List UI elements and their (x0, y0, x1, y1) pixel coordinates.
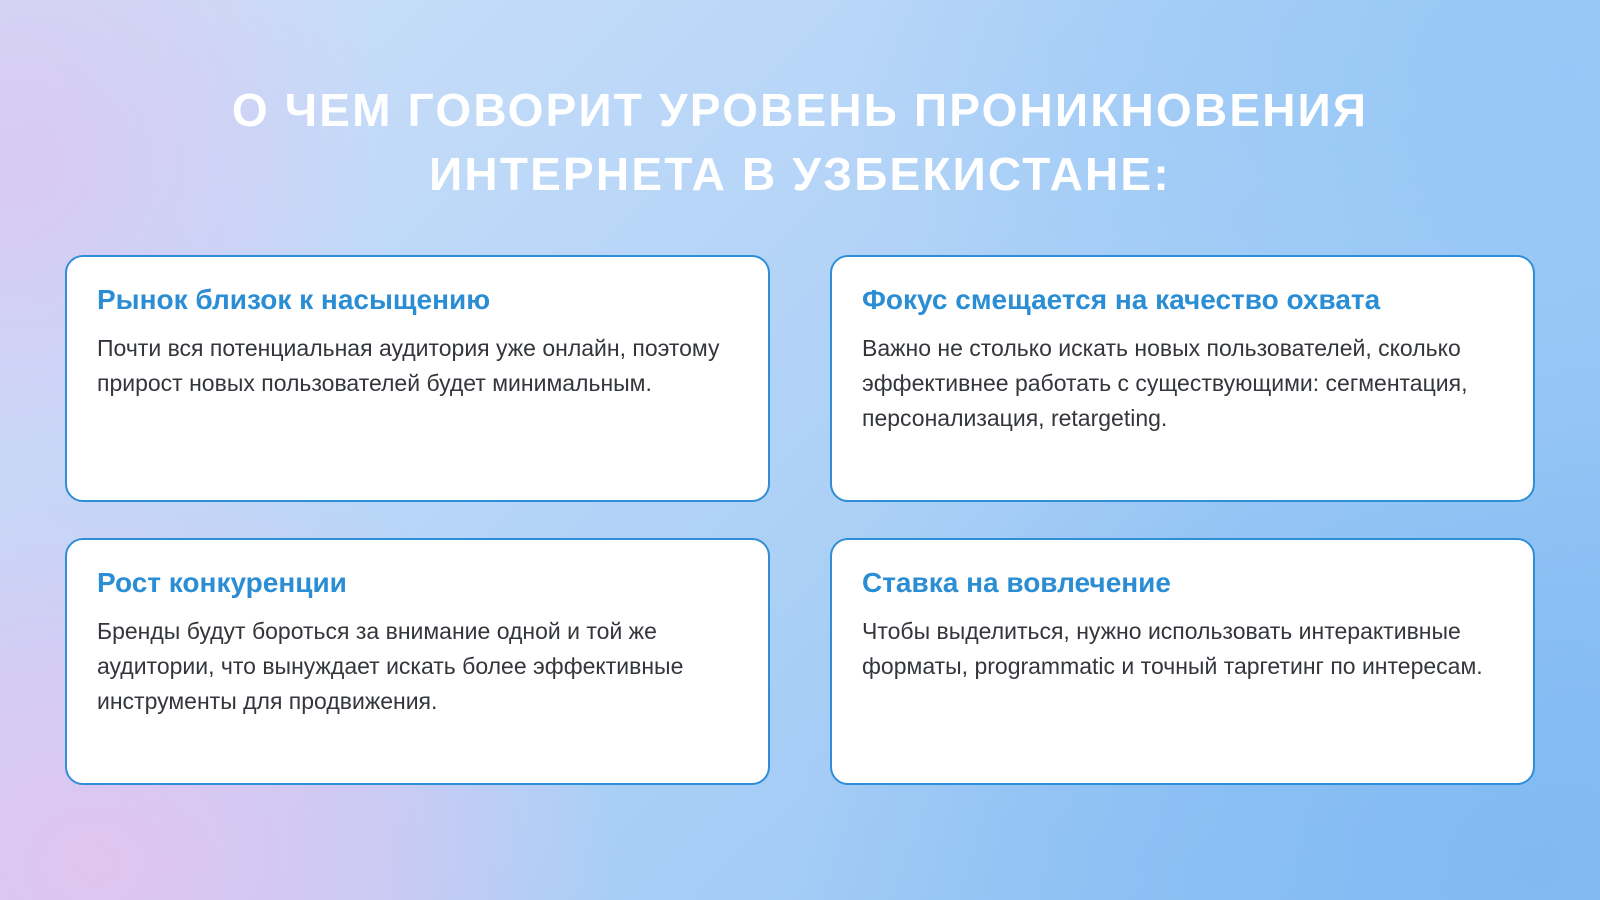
insight-card-engagement-focus (830, 538, 1535, 785)
insight-card-title: Рост конкуренции (97, 567, 347, 598)
page-title-line-2: ИНТЕРНЕТА В УЗБЕКИСТАНЕ: (429, 148, 1171, 200)
insight-card-reach-quality (830, 255, 1535, 502)
insight-card-title: Рынок близок к насыщению (97, 284, 491, 315)
insight-card-title: Фокус смещается на качество охвата (862, 284, 1381, 315)
page-title (0, 78, 1600, 206)
page-title-line-1: О ЧЕМ ГОВОРИТ УРОВЕНЬ ПРОНИКНОВЕНИЯ (231, 84, 1369, 136)
insight-card-market-saturation (65, 255, 770, 502)
insight-card-competition-growth (65, 538, 770, 785)
insight-card-body: Чтобы выделиться, нужно использовать интерактивные форматы, programmatic и точный таргетинг по интересам. (862, 618, 1483, 679)
insight-card-body: Почти вся потенциальная аудитория уже онлайн, поэтому прирост новых пользователей будет минимальным. (97, 335, 720, 396)
insight-card-title: Ставка на вовлечение (862, 567, 1171, 598)
insight-card-body: Бренды будут бороться за внимание одной и той же аудитории, что вынуждает искать более эффективные инструменты для продвижения. (97, 618, 684, 714)
insight-cards-grid (65, 255, 1535, 785)
insight-card-body: Важно не столько искать новых пользователей, сколько эффективнее работать с существующими: сегментация, персонализация, retargeting. (862, 335, 1468, 431)
